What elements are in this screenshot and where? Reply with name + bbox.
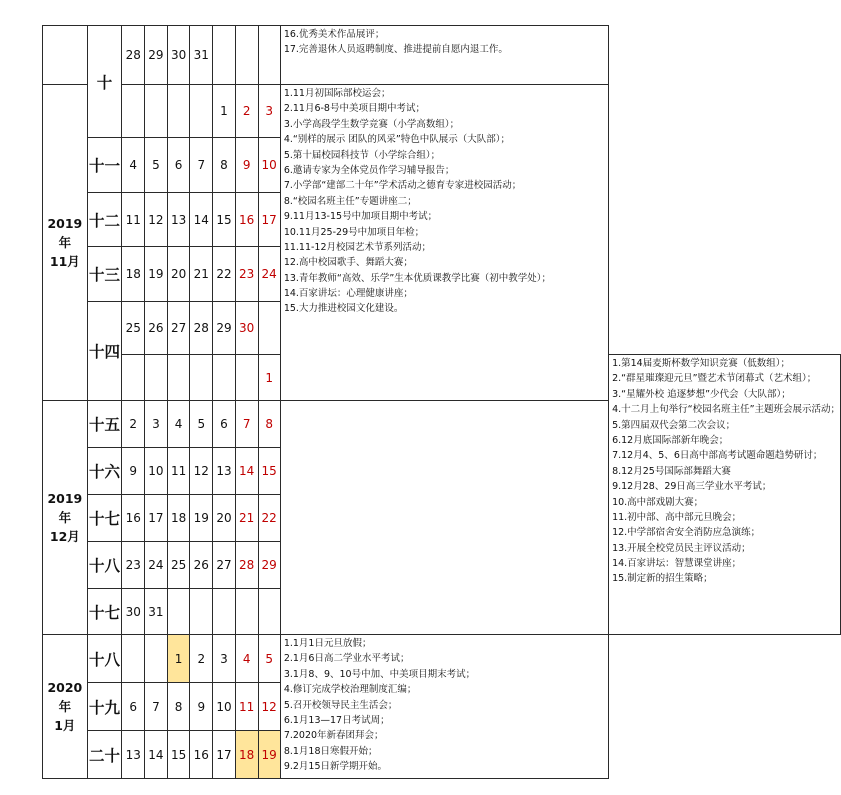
school-calendar-table [42,25,841,779]
day-cell: 10 [258,138,280,193]
day-cell [190,589,213,635]
note-item: 4.修订完成学校治理制度汇编； [283,684,417,696]
note-item: 9.12月28、29日高三学业水平考试； [612,481,772,493]
note-item: 1.1月1日元旦放假； [283,638,372,649]
day-cell [258,26,280,85]
day-cell: 9 [190,683,213,731]
table-row [43,85,841,138]
note-item: 12.中学部宿舍安全消防应急演练； [612,527,761,539]
day-cell: 10 [213,683,236,731]
month-year: 2020年 [47,680,83,714]
notes-cell [280,85,608,401]
week-number: 十八 [87,635,122,683]
day-cell [145,85,168,138]
note-item: 11.11-12月校园艺术节系列活动； [283,241,432,253]
note-item: 7.小学部“建部二十年”学术活动之德育专家进校园活动； [283,180,522,192]
day-cell: 16 [122,495,145,542]
month-year: 2019年 [47,216,83,250]
table-row [43,26,841,85]
month-label [43,85,88,401]
day-cell: 17 [145,495,168,542]
day-cell: 15 [258,448,280,495]
note-item: 9.11月13-15号中加项目期中考试； [283,211,438,223]
day-cell [213,26,236,85]
day-cell: 16 [190,731,213,779]
notes-cell [280,635,608,779]
note-item: 16.优秀美术作品展评； [283,29,385,40]
note-item: 10.11月25-29号中加项目年检； [283,226,425,238]
day-cell [213,355,236,401]
note-item: 3.小学高段学生数学竞赛（小学高数组）； [283,118,460,130]
note-item: 5.第四届双代会第二次会议； [612,419,736,431]
day-cell: 17 [213,731,236,779]
week-number: 十 [87,26,122,138]
day-cell: 29 [213,302,236,355]
day-cell: 2 [235,85,258,138]
day-cell: 31 [145,589,168,635]
day-cell-holiday: 1 [167,635,190,683]
day-cell: 26 [190,542,213,589]
day-cell: 5 [190,401,213,448]
day-cell: 12 [190,448,213,495]
day-cell: 14 [235,448,258,495]
day-cell: 7 [235,401,258,448]
day-cell: 11 [122,193,145,247]
day-cell [235,589,258,635]
day-cell: 5 [258,635,280,683]
week-number: 十四 [87,302,122,401]
week-number: 十三 [87,247,122,302]
day-cell [190,85,213,138]
note-item: 6.1月13—17日考试周； [283,714,390,726]
day-cell: 29 [258,542,280,589]
day-cell: 27 [167,302,190,355]
week-number: 二十 [87,731,122,779]
day-cell: 8 [167,683,190,731]
day-cell: 15 [213,193,236,247]
notes-cell [280,26,608,85]
day-cell: 31 [190,26,213,85]
day-cell: 16 [235,193,258,247]
week-number: 十七 [87,495,122,542]
day-cell: 25 [122,302,145,355]
day-cell: 1 [258,355,280,401]
day-cell [235,26,258,85]
day-cell: 10 [145,448,168,495]
notes-cell [609,355,841,635]
day-cell: 27 [213,542,236,589]
day-cell: 11 [167,448,190,495]
day-cell: 19 [190,495,213,542]
note-item: 4.十二月上旬举行“校园名班主任”主题班会展示活动； [612,404,840,416]
note-item: 8.1月18日寒假开始； [283,745,378,757]
month-month: 11月 [49,254,80,269]
note-item: 13.开展全校党员民主评议活动； [612,542,751,554]
day-cell: 6 [213,401,236,448]
day-cell: 25 [167,542,190,589]
day-cell: 26 [145,302,168,355]
month-month: 12月 [49,529,80,544]
day-cell: 8 [213,138,236,193]
day-cell: 30 [122,589,145,635]
note-item: 7.12月4、5、6日高中部高考试题命题趋势研讨； [612,450,823,462]
month-month: 1月 [54,718,76,733]
day-cell: 13 [167,193,190,247]
day-cell: 6 [167,138,190,193]
day-cell [235,355,258,401]
day-cell: 4 [235,635,258,683]
note-item: 15.大力推进校园文化建设。 [283,303,404,315]
note-item: 5.第十届校园科技节（小学综合组）； [283,149,441,161]
day-cell: 18 [167,495,190,542]
day-cell: 19 [145,247,168,302]
day-cell [145,635,168,683]
day-cell: 9 [122,448,145,495]
note-item: 8.“校园名班主任”专题讲座二； [283,195,417,207]
day-cell: 9 [235,138,258,193]
day-cell: 12 [145,193,168,247]
month-cell [43,26,88,85]
day-cell: 23 [122,542,145,589]
day-cell: 29 [145,26,168,85]
day-cell: 21 [235,495,258,542]
day-cell: 22 [258,495,280,542]
day-cell: 30 [235,302,258,355]
day-cell: 8 [258,401,280,448]
day-cell: 17 [258,193,280,247]
day-cell: 22 [213,247,236,302]
week-number: 十八 [87,542,122,589]
day-cell: 14 [190,193,213,247]
day-cell [167,85,190,138]
note-item: 2.“群星璀璨迎元旦”暨艺术节闭幕式（艺术组）； [612,373,817,385]
day-cell: 5 [145,138,168,193]
note-item: 15.制定新的招生策略； [612,573,713,585]
day-cell: 24 [145,542,168,589]
day-cell: 13 [122,731,145,779]
day-cell-holiday: 19 [258,731,280,779]
day-cell: 18 [122,247,145,302]
day-cell: 28 [190,302,213,355]
day-cell [190,355,213,401]
day-cell: 30 [167,26,190,85]
day-cell: 28 [235,542,258,589]
month-year: 2019年 [47,491,83,525]
note-item: 17.完善退休人员返聘制度、推进提前自愿内退工作。 [283,44,508,56]
day-cell: 7 [190,138,213,193]
day-cell: 14 [145,731,168,779]
day-cell: 24 [258,247,280,302]
day-cell-holiday: 18 [235,731,258,779]
day-cell [122,355,145,401]
day-cell: 11 [235,683,258,731]
note-item: 9.2月15日新学期开始。 [283,761,388,773]
note-item: 1.11月初国际部校运会； [283,88,391,99]
day-cell [167,355,190,401]
note-item: 1.第14届麦斯杯数学知识竞赛（低数组）； [612,358,790,369]
note-item: 5.召开校领导民主生活会； [283,699,398,711]
note-item: 14.百家讲坛：心理健康讲座； [283,288,413,300]
month-label [43,635,88,779]
day-cell: 6 [122,683,145,731]
week-number: 十五 [87,401,122,448]
day-cell: 4 [122,138,145,193]
day-cell [258,589,280,635]
day-cell: 2 [190,635,213,683]
note-item: 3.1月8、9、10号中加、中美项目期末考试； [283,668,476,680]
day-cell [167,589,190,635]
day-cell: 1 [213,85,236,138]
day-cell [258,302,280,355]
note-item: 2.11月6-8号中美项目期中考试； [283,103,425,115]
note-item: 2.1月6日高二学业水平考试； [283,653,410,665]
day-cell: 15 [167,731,190,779]
day-cell [145,355,168,401]
day-cell: 28 [122,26,145,85]
day-cell: 3 [213,635,236,683]
note-item: 12.高中校园歌手、舞蹈大赛； [283,257,413,269]
day-cell: 3 [258,85,280,138]
day-cell: 12 [258,683,280,731]
day-cell: 7 [145,683,168,731]
day-cell: 4 [167,401,190,448]
day-cell [122,635,145,683]
day-cell [122,85,145,138]
day-cell: 2 [122,401,145,448]
note-item: 6.邀请专家为全体党员作学习辅导报告； [283,164,455,176]
day-cell: 23 [235,247,258,302]
week-number: 十九 [87,683,122,731]
day-cell: 20 [213,495,236,542]
note-item: 11.初中部、高中部元旦晚会； [612,511,742,523]
day-cell [213,589,236,635]
week-number: 十二 [87,193,122,247]
note-item: 7.2020年新春团拜会； [283,730,384,742]
week-number: 十六 [87,448,122,495]
day-cell: 3 [145,401,168,448]
month-label [43,401,88,635]
note-item: 8.12月25号国际部舞蹈大赛 [612,465,731,477]
note-item: 6.12月底国际部新年晚会； [612,434,729,446]
note-item: 10.高中部戏剧大赛； [612,496,704,508]
table-row [43,635,841,683]
day-cell: 13 [213,448,236,495]
note-item: 14.百家讲坛：智慧课堂讲座； [612,558,742,570]
week-number: 十七 [87,589,122,635]
note-item: 4.“别样的展示 团队的风采”特色中队展示（大队部）； [283,134,510,146]
week-number: 十一 [87,138,122,193]
note-item: 13.青年教师“高效、乐学”生本优质课教学比赛（初中教学处）； [283,272,552,284]
day-cell: 21 [190,247,213,302]
day-cell: 20 [167,247,190,302]
note-item: 3.“星耀外校 追逐梦想”少代会（大队部）； [612,388,791,400]
